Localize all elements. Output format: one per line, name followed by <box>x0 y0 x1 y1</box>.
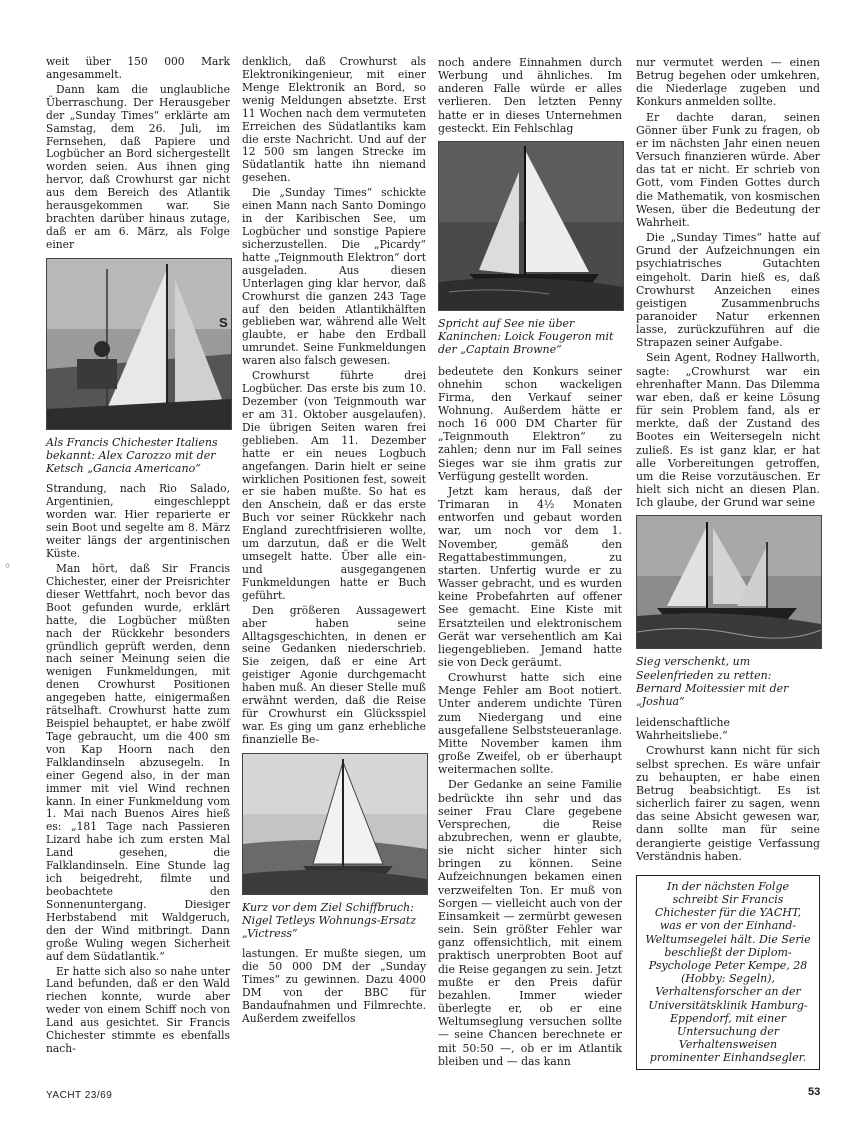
paragraph: weit über 150 000 Mark angesammelt. <box>46 55 230 81</box>
sailboat-photo-icon <box>47 259 231 429</box>
col2-top-text <box>242 56 426 747</box>
paragraph: Er dachte daran, seinen Gönner über Funk zu fragen, ob er im nächsten Jahr einen neuen Versuch finanzieren würde. Aber das tat er nicht. Er schrieb von Gott, vom Finden Gottes durch die Mathematik, von kosmischen Wesen, über die Bedeutung der Wahrheit. <box>636 110 820 229</box>
caption-photo-4: Sieg verschenkt, um Seelenfrieden zu retten: Bernard Moitessier mit der „Joshua“ <box>636 655 789 708</box>
col1-top-text <box>46 56 230 252</box>
caption-photo-3: Spricht auf See nie über Kaninchen: Loick Fougeron mit der „Captain Browne“ <box>438 316 614 357</box>
paragraph: Den größeren Aussagewert aber haben seine Alltagsgeschichten, in denen er seine Gedanken niederschrieb. Sie zeigen, daß er eine Art geistiger Agonie durchgemacht haben muß. An dieser Stelle muß erwähnt werden, daß die Reise für Crowhurst ein Glücksspiel war. Es ging um ganz erhebliche finanzielle Be- <box>242 603 426 746</box>
caption-photo-2: Kurz vor dem Ziel Schiffbruch: Nigel Tetleys Wohnungs-Ersatz „Victress“ <box>242 900 417 941</box>
col1-bottom-text <box>46 483 230 1056</box>
ketch-photo-icon <box>637 516 821 648</box>
paragraph: bedeutete den Konkurs seiner ohnehin schon wackeligen Firma, den Verkauf seiner Wohnung. Außerdem hätte er noch 16 000 DM Charter für „Teignmouth Elektron“ zu zahlen; denn nur im Fall seines Sieges war sie ihm gratis zur Verfügung gestellt worden. <box>438 364 622 483</box>
column-2 <box>242 56 426 1028</box>
dinghy-sail-photo-icon <box>243 754 427 894</box>
paragraph: Crowhurst kann nicht für sich selbst sprechen. Es wäre unfair zu behaupten, er habe einen Betrug beabsichtigt. Es ist sicherlich fairer zu sagen, wenn das seine Absicht gewesen war, dann sollte man für seine derangierte geistige Verfassung Verständnis haben. <box>636 744 820 863</box>
photo-joshua <box>636 515 822 649</box>
paragraph: Dann kam die unglaubliche Überraschung. Der Herausgeber der „Sunday Times“ erklärte am Samstag, dem 26. Juli, im Fernsehen, daß Papiere und Logbücher an Bord sichergestellt worden seien. Aus ihnen ging hervor, daß Crowhurst gar nicht aus dem Bereich des Atlantik herausgekommen war. Sie brachten darüber hinaus zutage, daß er am 6. März, als Folge einer <box>46 82 230 251</box>
paragraph: Man hört, daß Sir Francis Chichester, einer der Preisrichter dieser Wettfahrt, noch bevor das Boot gefunden wurde, erklärt hatte, die Logbücher müßten nach der Rückkehr besonders gründlich geprüft werden, denn nach seiner Meinung seien die wenigen Funkmeldungen, mit denen Crowhurst Positionen angegeben hatte, einigermaßen rätselhaft. Crowhurst hatte zum Beispiel behauptet, er habe zwölf Tage gebraucht, um die 400 sm von Kap Hoorn nach den Falklandinseln abzusegeln. In einer Gegend also, in der man immer mit viel Wind rechnen kann. In einer Funkmeldung vom 1. Mai nach Buenos Aires hieß es: „181 Tage nach Passieren Lizard habe ich zum ersten Mal Land gesehen, die Falklandinseln. Eine Stunde lag ich beigedreht, filmte und beobachtete den Sonnenuntergang. Diesiger Herbstabend mit Waldgeruch, den der Wind mitbringt. Dann große Wuling wegen Sicherheit auf dem Südatlantik.“ <box>46 561 230 963</box>
paragraph: noch andere Einnahmen durch Werbung und ähnliches. Im anderen Falle würde er alles verlieren. Den letzten Penny hatte er in dieses Unternehmen gesteckt. Ein Fehlschlag <box>438 56 622 135</box>
sloop-photo-icon <box>439 142 623 310</box>
column-4 <box>636 56 820 1070</box>
paragraph: Die „Sunday Times“ schickte einen Mann nach Santo Domingo in der Karibischen See, um Logbücher und sonstige Papiere sicherzustellen. Die „Picardy“ hatte „Teignmouth Elektron“ dort ausgeladen. Aus diesen Unterlagen ging klar hervor, daß Crowhurst die ganzen 243 Tage auf den beiden Atlantikhälften geblieben war, während alle Welt glaubte, er habe den Erdball umrundet. Seine Funkmeldungen waren also falsch gewesen. <box>242 186 426 368</box>
page-number: 53 <box>808 1086 821 1098</box>
column-1 <box>46 56 230 1058</box>
paragraph: Jetzt kam heraus, daß der Trimaran in 4½ Monaten entworfen und gebaut worden war, um noch vor dem 1. November, gemäß den Regattabestimmungen, zu starten. Unfertig wurde er zu Wasser gebracht, und es wurden keine Probefahrten auf offener See gemacht. Eine Kiste mit Ersatzteilen und elektronischem Gerät war versehentlich am Kai liegengeblieben. Jemand hatte sie von Deck geräumt. <box>438 484 622 669</box>
paragraph: denklich, daß Crowhurst als Elektronikingenieur, mit einer Menge Elektronik an Bord, so wenig Meldungen absetzte. Erst 11 Wochen nach dem vermuteten Erreichen des Südatlantiks kam die erste Nachricht. Und auf der 12 500 sm langen Strecke im Südatlantik hatte ihn niemand gesehen. <box>242 55 426 185</box>
paragraph: Crowhurst führte drei Logbücher. Das erste bis zum 10. Dezember (von Teignmouth war er am 31. Oktober ausgelaufen). Die übrigen Seiten waren frei geblieben. Am 11. Dezember hatte er ein neues Logbuch angefangen. Darin hielt er seine wirklichen Positionen fest, soweit er sie haben mußte. So hat es den Anschein, daß er das erste Buch vor seiner Rückkehr nach England zurechtfrisieren wollte, um darzutun, daß er die Welt umsegelt hatte. Über alle ein- und ausgegangenen Funkmeldungen hatte er Buch geführt. <box>242 369 426 602</box>
paragraph: Der Gedanke an seine Familie bedrückte ihn sehr und das seiner Frau Clare gegebene Versprechen, die Reise abzubrechen, wenn er glaubte, sie nicht sicher hinter sich bringen zu können. Seine Aufzeichnungen bekamen einen verzweifelten Ton. Er muß von Sorgen — vielleicht auch von der Einsamkeit — zermürbt gewesen sein. Sein größter Fehler war ganz offensichtlich, mit einem praktisch unerprobten Boot auf die Reise gegangen zu sein. Jetzt mußte er den Preis dafür bezahlen. Immer wieder überlegte er, ob er eine Weltumseglung versuchen sollte — seine Chancen berechnete er mit 50:50 —, ob er im Atlantik bleiben und — das kann <box>438 778 622 1068</box>
col2-bottom-text <box>242 948 426 1026</box>
column-3 <box>438 56 622 1070</box>
caption-photo-1: Als Francis Chichester Italiens bekannt: Alex Carozzo mit der Ketsch „Gancia Americano“ <box>46 435 218 476</box>
footer-magazine-issue: YACHT 23/69 <box>46 1090 113 1101</box>
col4-bottom-text <box>636 716 820 863</box>
col3-top-text <box>438 56 622 135</box>
sail-number-label: S <box>219 314 228 330</box>
paragraph: Sein Agent, Rodney Hallworth, sagte: „Crowhurst war ein ehrenhafter Mann. Das Dilemma war eben, daß er keine Lösung für sein Problem fand, als er merkte, daß der Zustand des Bootes ein Weitersegeln nicht zuließ. Es ist ganz klar, er hat alle Vorbereitungen getroffen, um die Reise vorzutäuschen. Er hielt sich nicht an diesen Plan. Ich glaube, der Grund war seine <box>636 351 820 510</box>
paragraph: Crowhurst hatte sich eine Menge Fehler am Boot notiert. Unter anderem undichte Türen zum Niedergang und eine ausgefallene Selbststeueranlage. Mitte November kamen ihm große Zweifel, ob er überhaupt weitermachen sollte. <box>438 671 622 777</box>
paragraph: nur vermutet werden — einen Betrug begehen oder umkehren, die Niederlage zugeben und Konkurs anmelden sollte. <box>636 56 820 109</box>
margin-mark-icon: ◦ <box>4 559 12 573</box>
photo-victress-wreck <box>242 753 428 895</box>
paragraph: Er hatte sich also so nahe unter Land befunden, daß er den Wald riechen konnte, wurde aber weder von einem Schiff noch von Land aus gesichtet. Sir Francis Chichester stimmte es ebenfalls nach- <box>46 964 230 1056</box>
paragraph: Strandung, nach Rio Salado, Argentinien, eingeschleppt worden war. Hier reparierte er sein Boot und segelte am 8. März weiter längs der argentinischen Küste. <box>46 482 230 561</box>
paragraph: Die „Sunday Times“ hatte auf Grund der Aufzeichnungen ein psychiatrisches Gutachten eingeholt. Darin hieß es, daß Crowhurst Anzeichen eines geistigen Zusammenbruchs paranoider Natur erkennen lasse, zurückzuführen auf die Strapazen seiner Aufgabe. <box>636 231 820 350</box>
photo-captain-browne <box>438 141 624 311</box>
col4-top-text <box>636 56 820 509</box>
paragraph: leidenschaftliche Wahrheitsliebe.“ <box>636 716 730 743</box>
photo-carozzo-ketch <box>46 258 232 430</box>
next-issue-box: In der nächsten Folge schreibt Sir Francis Chichester für die YACHT, was er von der Einhand-Weltumsegelei hält. Die Serie beschließt der Diplom-Psychologe Peter Kempe, 28 (Hobby: Segeln), Verhaltensforscher an der Universitätsklinik Hamburg-Eppendorf, mit einer Untersuchung der Verhaltensweisen prominenter Einhandsegler. <box>636 875 820 1070</box>
col3-bottom-text <box>438 365 622 1068</box>
paragraph: lastungen. Er mußte siegen, um die 50 000 DM der „Sunday Times“ zu gewinnen. Dazu 4000 DM von der BBC für Bandaufnahmen und Filmrechte. Außerdem zweifellos <box>242 947 426 1026</box>
